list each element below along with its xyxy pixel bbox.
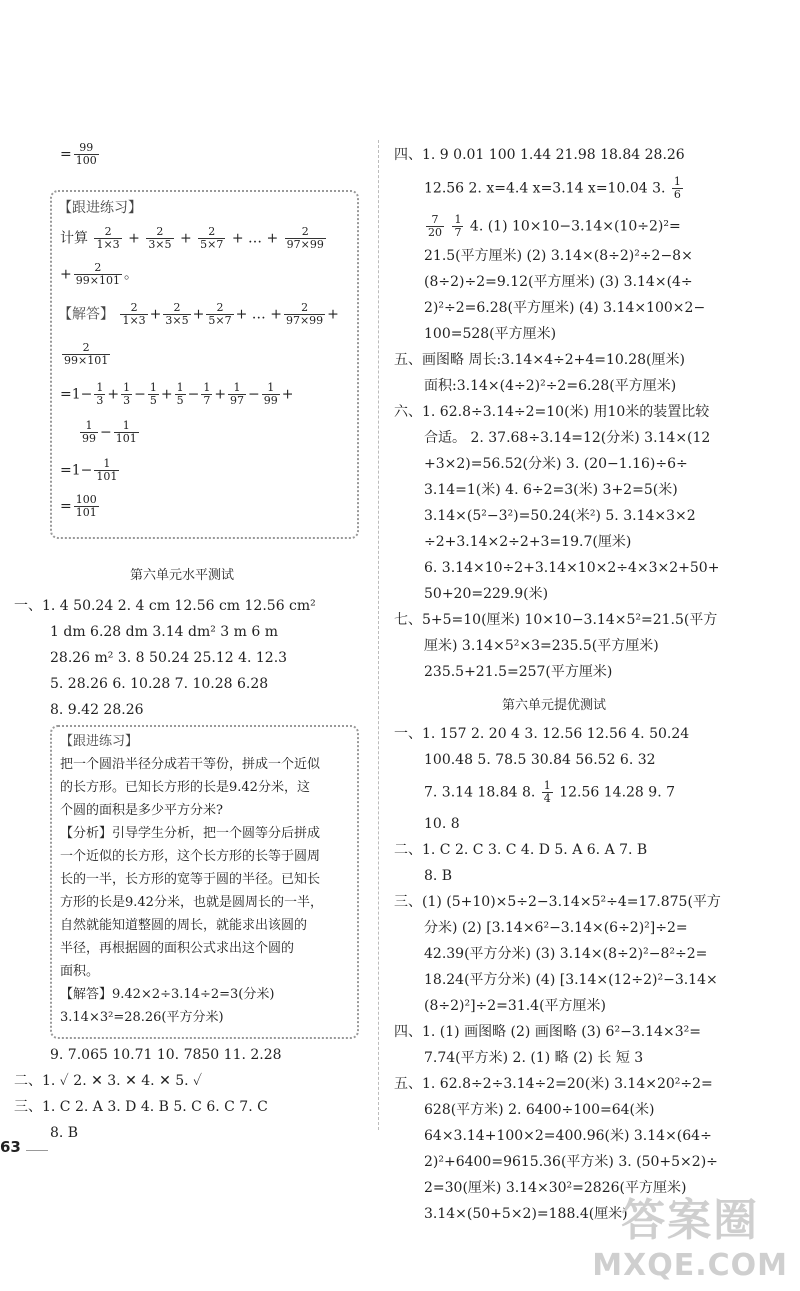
denominator: 99 <box>263 394 278 407</box>
section-title: 第六单元水平测试 <box>130 568 235 583</box>
answer-line: 5. 28.26 6. 10.28 7. 10.28 6.28 <box>50 676 269 692</box>
denominator: 4 <box>543 792 551 805</box>
fraction <box>121 382 132 407</box>
fraction <box>74 494 99 519</box>
denominator: 97×99 <box>285 314 324 327</box>
answer-line: 三、1. C 2. A 3. D 4. B 5. C 6. C 7. C <box>14 1099 268 1115</box>
numerator: 99 <box>74 142 99 155</box>
answer-line: (8÷2)²]÷2=31.4(平方厘米) <box>424 998 607 1014</box>
answer-line: +3×2)=56.52(分米) 3. (20−1.16)÷6÷ <box>424 456 688 472</box>
denominator: 5×7 <box>200 238 224 251</box>
answer-line: 3.14=1(米) 4. 6÷2=3(米) 3+2=5(米) <box>424 482 678 498</box>
fraction <box>80 420 98 445</box>
numerator: 1 <box>176 381 184 394</box>
calc-expression: 计算 $\frac{2}{1\times 3}$ + $\frac{2}{3\times 5}$ + $\frac{2}{5\times 7}$ + … + $\frac{2}{97\times 99}$ <box>60 225 324 251</box>
box-line: 【分析】引导学生分析，把一个圆等分后拼成 <box>60 826 321 841</box>
section-title: 第六单元提优测试 <box>502 698 607 713</box>
answer-line: 三、(1) (5+10)×5÷2−3.14×5²÷4=17.875(平方 <box>394 894 721 910</box>
answer-line: 21.5(平方厘米) (2) 3.14×(8÷2)²÷2−8× <box>424 248 693 264</box>
answer-line: 七、5+5=10(厘米) 10×10−3.14×5²=21.5(平方 <box>394 612 718 628</box>
fraction <box>62 342 110 367</box>
box-tag: 【跟进练习】 <box>58 200 142 216</box>
numerator: 2 <box>94 226 121 239</box>
denominator: 5 <box>176 394 184 407</box>
answer-line: 9. 7.065 10.71 10. 7850 11. 2.28 <box>50 1047 282 1063</box>
answer-line: 2)²÷2=6.28(平方厘米) (4) 3.14×100×2− <box>424 300 706 316</box>
box-line: 个圆的面积是多少平方分米? <box>60 803 223 818</box>
numerator: 2 <box>74 262 122 275</box>
fraction <box>262 382 280 407</box>
box-line: 长的一半，长方形的宽等于圆的半径。已知长 <box>60 872 321 887</box>
fraction <box>163 302 190 327</box>
follow-up-content <box>60 730 350 1029</box>
denominator: 7 <box>454 226 462 239</box>
numerator: 2 <box>163 302 190 315</box>
watermark <box>592 1184 788 1283</box>
numerator: 2 <box>198 226 225 239</box>
period: 。 <box>123 266 138 283</box>
numerator: 2 <box>146 226 173 239</box>
answer-line: 100=528(平方厘米) <box>424 326 557 342</box>
answer-line: 50+20=229.9(米) <box>424 586 549 602</box>
answer-line: 3.14×(50+5×2)=188.4(厘米) <box>424 1206 628 1222</box>
denominator: 97 <box>230 394 245 407</box>
answer-text: 12.56 2. x=4.4 x=3.14 x=10.04 3. <box>424 180 666 197</box>
equals-sign: = <box>60 146 72 163</box>
answer-line: 8. B <box>424 868 453 884</box>
calc-label: 计算 <box>60 230 88 247</box>
telescoping-line-cont: $\frac{1}{99}$ − $\frac{1}{101}$ <box>82 419 137 445</box>
answer-line: 2=30(厘米) 3.14×30²=2826(平方厘米) <box>424 1180 687 1196</box>
answer-expression-cont <box>60 342 112 367</box>
answer-line: 3.14×(5²−3²)=50.24(米²) 5. 3.14×3×2 <box>424 508 696 524</box>
equals-one-minus: =1− <box>60 386 93 403</box>
answer-line: 五、1. 62.8÷2÷3.14÷2=20(米) 3.14×20²÷2= <box>394 1076 713 1092</box>
box-line: 面积。 <box>60 964 100 979</box>
denominator: 7 <box>203 394 211 407</box>
numerator: 1 <box>673 175 681 188</box>
numerator: 2 <box>206 302 233 315</box>
fraction <box>201 382 212 407</box>
answer-line: 一、1. 4 50.24 2. 4 cm 12.56 cm 12.56 cm² <box>14 598 316 614</box>
answer-line: 四、1. 9 0.01 100 1.44 21.98 18.84 28.26 <box>394 147 685 163</box>
denominator: 3 <box>123 394 131 407</box>
numerator: 1 <box>228 382 246 395</box>
answer-line: ÷2+3.14×2÷2+3=19.7(厘米) <box>424 534 632 550</box>
answer-line <box>424 214 681 239</box>
fraction <box>175 382 186 407</box>
numerator: 1 <box>114 420 139 433</box>
fraction <box>426 214 444 239</box>
numerator: 7 <box>426 214 444 227</box>
answer-tag: 【解答】 <box>58 306 114 323</box>
fraction <box>198 226 225 251</box>
box-line: 自然就能知道整圆的周长，就能求出该圆的 <box>60 918 308 933</box>
answer-expression: 【解答】 $\frac{2}{1\times 3}$ + $\frac{2}{3\times 5}$ + $\frac{2}{5\times 7}$ + … + $\frac{2}{97\times 99}$ + <box>58 301 339 327</box>
fraction <box>74 142 99 167</box>
answer-line: 二、1. ✓ 2. ✕ 3. ✕ 4. ✕ 5. ✓ <box>14 1073 203 1089</box>
numerator: 1 <box>203 381 211 394</box>
watermark-bottom: MXQE.COM <box>592 1248 788 1283</box>
calc-expression-cont: + $\frac{2}{99\times 101}$ 。 <box>60 261 138 287</box>
answer-line: 分米) (2) [3.14×6²−3.14×(6÷2)²]÷2= <box>424 920 688 936</box>
answer-line: 628(平方米) 2. 6400÷100=64(米) <box>424 1102 655 1118</box>
denominator: 101 <box>75 506 97 519</box>
answer-line <box>424 176 685 201</box>
answer-text: 7. 3.14 18.84 8. <box>424 784 536 801</box>
box-line: 3.14×3²=28.26(平方分米) <box>60 1010 224 1025</box>
answer-line: 10. 8 <box>424 816 460 832</box>
answer-line: 8. B <box>50 1125 79 1141</box>
answer-line: 28.26 m² 3. 8 50.24 25.12 4. 12.3 <box>50 650 288 666</box>
numerator: 1 <box>543 779 551 792</box>
answer-line: 42.39(平方分米) (3) 3.14×(8÷2)²−8²÷2= <box>424 946 708 962</box>
box-line: 的长方形。已知长方形的长是9.42分米，这 <box>60 780 310 795</box>
fraction <box>452 214 463 239</box>
box-line: 半径，再根据圆的面积公式求出这个圆的 <box>60 941 295 956</box>
fraction <box>74 262 122 287</box>
answer-line: 100.48 5. 78.5 30.84 56.52 6. 32 <box>424 752 656 768</box>
fraction <box>148 382 159 407</box>
denominator: 101 <box>115 432 137 445</box>
fraction <box>120 302 147 327</box>
denominator: 101 <box>96 470 118 483</box>
answer-line: 6. 3.14×10÷2+3.14×10×2÷4×3×2+50+ <box>424 560 720 576</box>
denominator: 3 <box>96 394 104 407</box>
ellipsis: + … + <box>231 230 279 247</box>
box-line: 方形的长是9.42分米，也就是圆周长的一半， <box>60 895 323 910</box>
answer-line: 235.5+21.5=257(平方厘米) <box>424 664 613 680</box>
denominator: 3×5 <box>148 238 172 251</box>
answer-line: 7.74(平方米) 2. (1) 略 (2) 长 短 3 <box>424 1050 644 1066</box>
fraction <box>284 302 325 327</box>
answer-line: 五、画图略 周长:3.14×4÷2+4=10.28(厘米) <box>394 352 685 368</box>
box-line: 把一个圆沿半径分成若干等份，拼成一个近似 <box>60 757 321 772</box>
fraction <box>94 458 119 483</box>
answer-line: 六、1. 62.8÷3.14÷2=10(米) 用10米的装置比较 <box>394 404 710 420</box>
fraction <box>206 302 233 327</box>
numerator: 1 <box>96 381 104 394</box>
box-line: 【解答】9.42×2÷3.14÷2=3(分米) <box>60 987 275 1002</box>
denominator: 3×5 <box>165 314 189 327</box>
fraction <box>228 382 246 407</box>
denominator: 99×101 <box>75 274 120 287</box>
numerator: 1 <box>262 382 280 395</box>
denominator: 1×3 <box>96 238 120 251</box>
numerator: 2 <box>120 302 147 315</box>
page-number-rule <box>26 1150 48 1151</box>
simplified-line <box>60 458 121 483</box>
fraction <box>146 226 173 251</box>
numerator: 1 <box>80 420 98 433</box>
denominator: 20 <box>428 226 442 239</box>
telescoping-line: =1− $\frac{1}{3}$ + $\frac{1}{3}$ − $\frac{1}{5}$ + $\frac{1}{5}$ − $\frac{1}{7}$ + $\frac{1}{97}$ − $\frac{1}{99}$ + <box>60 381 294 407</box>
answer-line: 8. 9.42 28.26 <box>50 702 144 718</box>
numerator: 2 <box>284 302 325 315</box>
box-line: 一个近似的长方形，这个长方形的长等于圆周 <box>60 849 321 864</box>
answer-line: 2)²+6400=9615.36(平方米) 3. (50+5×2)÷ <box>424 1154 718 1170</box>
leading-result <box>60 142 101 167</box>
numerator: 1 <box>94 458 119 471</box>
fraction <box>672 176 683 201</box>
fraction <box>94 226 121 251</box>
numerator: 2 <box>285 226 326 239</box>
fraction <box>114 420 139 445</box>
answer-line: 二、1. C 2. C 3. C 4. D 5. A 6. A 7. B <box>394 842 648 858</box>
ellipsis: + … + <box>235 306 282 323</box>
denominator: 97×99 <box>286 238 324 251</box>
answer-line: (8÷2)÷2=9.12(平方厘米) (3) 3.14×(4÷ <box>424 274 693 290</box>
numerator: 1 <box>149 381 157 394</box>
final-result: = $\frac{100}{101}$ <box>60 493 97 519</box>
answer-line <box>424 780 675 805</box>
denominator: 6 <box>673 188 681 201</box>
answer-line: 面积:3.14×(4÷2)²÷2=6.28(平方厘米) <box>424 378 677 394</box>
numerator: 1 <box>454 213 462 226</box>
answer-line: 64×3.14+100×2=400.96(米) 3.14×(64÷ <box>424 1128 712 1144</box>
answer-line: 18.24(平方分米) (4) [3.14×(12÷2)²−3.14× <box>424 972 718 988</box>
equals-one-minus: =1− <box>60 462 93 479</box>
answer-line: 四、1. (1) 画图略 (2) 画图略 (3) 6²−3.14×3²= <box>394 1024 701 1040</box>
denominator: 1×3 <box>122 314 146 327</box>
answer-line: 一、1. 157 2. 20 4 3. 12.56 12.56 4. 50.24 <box>394 726 690 742</box>
denominator: 99×101 <box>64 354 109 367</box>
numerator: 2 <box>62 342 110 355</box>
fraction <box>285 226 326 251</box>
answer-line: 合适。 2. 37.68÷3.14=12(分米) 3.14×(12 <box>424 430 711 446</box>
page-number: 63 <box>0 1138 21 1156</box>
answer-line: 厘米) 3.14×5²×3=235.5(平方厘米) <box>424 638 659 654</box>
fraction <box>94 382 105 407</box>
box-line: 【跟进练习】 <box>60 734 139 749</box>
numerator: 1 <box>123 381 131 394</box>
denominator: 99 <box>82 432 96 445</box>
numerator: 100 <box>75 493 97 506</box>
answer-text: 12.56 14.28 9. 7 <box>559 784 676 801</box>
denominator: 100 <box>75 154 97 167</box>
answer-text: 4. (1) 10×10−3.14×(10÷2)²= <box>469 218 681 235</box>
fraction <box>542 780 553 805</box>
column-divider <box>378 140 379 1130</box>
denominator: 5×7 <box>208 314 232 327</box>
watermark-top: 答案圈 <box>621 1195 760 1246</box>
denominator: 5 <box>149 394 157 407</box>
answer-line: 1 dm 6.28 dm 3.14 dm² 3 m 6 m <box>50 624 278 640</box>
